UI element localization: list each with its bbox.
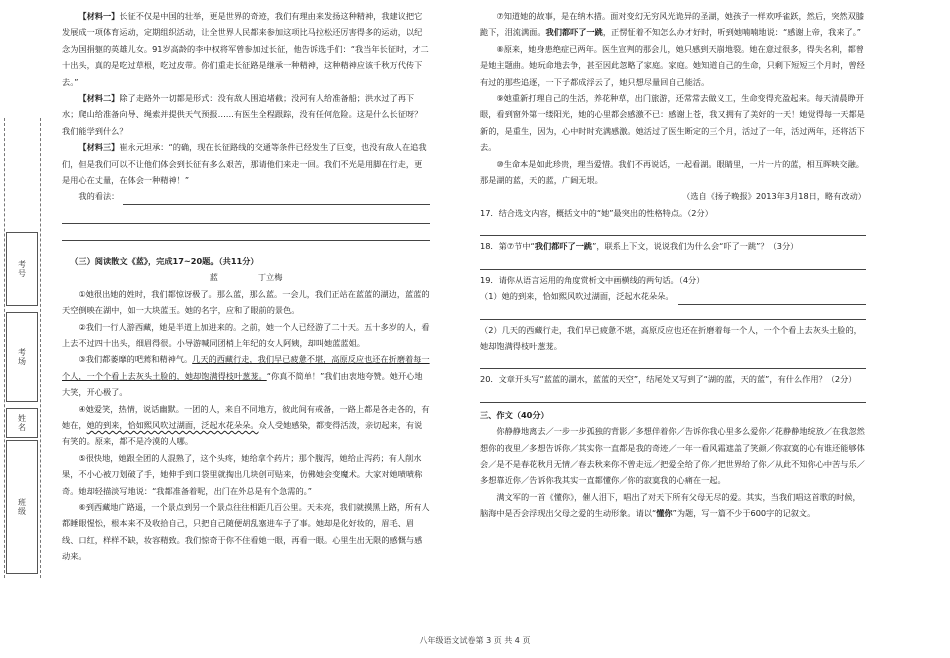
section-3-heading: （三）阅读散文《蓝》，完成17~20题。（共11分） bbox=[70, 255, 259, 266]
left-column bbox=[62, 8, 430, 565]
material-1-text: 长征不仅是中国的壮举，更是世界的奇迹，我们有理由来发扬这种精神，我建议把它发展成一项体育运动，定期组织活动，让全世界人民都来参加这项比马拉松还厉害得多的运动，以纪念为国捐躯的英雄儿女。91岁高龄的李中权将军曾参加过长征，他告诉选手们：“我当年长征时，才二十出头，真的是吃过草根，吃过皮带。你们重走长征路是继承一种精神，这种精神应该千秋万代传下去。” bbox=[62, 11, 429, 87]
essay-paragraph-2: ②我们一行人游西藏，她是半道上加进来的。之前，她一个人已经游了二十天。五十多岁的人，看上去不过四十出头，细眉得很。小导游喊同团梢上年纪的女人阿姨，却叫她蓝蓝姐。 bbox=[62, 321, 430, 348]
essay-paragraph-9: ⑨她重新打理自己的生活，养花种草，出门旅游，还常常去做义工，生命变得充盈起来。每天清晨睁开眼，看到窗外第一缕阳光，她的心里都会感激不已：感谢上苍，我又拥有了美好的一天！她觉得每一天都是新的，是重生，因为，心中时时充满感激。她活过了医生断定的三个月，活过了一年，活过两年，还将活下去。 bbox=[480, 93, 865, 153]
composition-lyrics: 你静静地离去／一步一步孤独的背影／多想伴着你／告诉你我心里多么爱你／花静静地绽放／在我忽然想你的夜里／多想告诉你／其实你一直都是我的奇迹／一年一看风霜遮盖了笑颜／你寂寞的心有谁还能够体会／是不是春花秋月无情／春去秋来你不曾走远／把爱全给了你／把世界给了你／从此不知你心中苦与乐／多想靠近你／告诉你我其实一直都懂你／你的寂寞我的心痛在一起。 bbox=[480, 426, 865, 486]
essay-paragraph-1: ①她很出她的姓时，我们都惊讶极了。那么蓝，那么蓝。一会儿，我们正站在蓝蓝的湖边，蓝蓝的天空倒映在湖中，如一大块蓝玉。她的名字，应和了眼前的景色。 bbox=[62, 288, 430, 316]
question-19-2: （2）几天的西藏行走，我们早已疲惫不堪，高原反应也还在折磨着每一个人，一个个看上去灰头土脸的，她却饱满得枝叶葱茏。 bbox=[480, 324, 862, 351]
material-1 bbox=[62, 8, 430, 90]
underlined-sentence-2: 几天的西藏行走，我们早已疲惫不堪，高原反应也还在折磨着每一个人，一个个看上去灰头土脸的，她却饱满得枝叶葱茏。 bbox=[62, 354, 430, 381]
essay-paragraph-10: ⑩生命本是如此珍贵，理当爱惜。我们不再说话，一起看湖。眼睛里，一片一片的蓝，相互晖映交融。那是湖的蓝，天的蓝，广阔无垠。 bbox=[480, 158, 864, 186]
answer-line[interactable] bbox=[123, 192, 430, 205]
text: ⑦知道她的故事，是在纳木措。面对变幻无穷风光诡异的圣湖，她孩子一样欢呼雀跃，然后，突然双膝跪下，泪流满面。 bbox=[480, 11, 864, 38]
opinion-row bbox=[62, 188, 430, 204]
page-footer: 八年级语文试卷第 3 页 共 4 页 bbox=[419, 636, 531, 645]
question-19-1 bbox=[480, 288, 866, 304]
question-19: 19．请你从语言运用的角度赏析文中画横线的两句话。（4分） bbox=[480, 274, 705, 285]
exam-room-label: 考场 bbox=[17, 348, 27, 366]
essay-source: （选自《扬子晚报》2013年3月18日，略有改动） bbox=[682, 191, 866, 202]
essay-title-line bbox=[62, 269, 430, 285]
answer-line[interactable] bbox=[678, 292, 866, 305]
text: ”，联系上下文，说说我们为什么会“吓了一跳”？（3分） bbox=[592, 241, 799, 252]
key-phrase: 我们都吓了一跳 bbox=[534, 241, 593, 252]
answer-line[interactable] bbox=[480, 388, 866, 403]
question-17: 17．结合选文内容，概括文中的“她”最突出的性格特点。（2分） bbox=[480, 207, 713, 218]
text: ，正愣怔着不知怎么办才好时，听到她喃喃地说：“感谢上帝，我来了。” bbox=[602, 27, 862, 38]
material-1-tag: 【材料一】 bbox=[78, 11, 120, 21]
answer-line[interactable] bbox=[62, 226, 430, 241]
class-box bbox=[6, 440, 38, 574]
key-phrase: 我们都吓了一跳 bbox=[545, 27, 603, 38]
name-label: 姓名 bbox=[17, 414, 27, 432]
answer-line[interactable] bbox=[480, 221, 866, 236]
name-box bbox=[6, 408, 38, 438]
text: 18．第⑦节中“ bbox=[480, 241, 535, 252]
question-18 bbox=[480, 238, 866, 254]
essay-paragraph-4 bbox=[62, 401, 430, 450]
question-19-1-text: （1）她的到来，恰如熙风吹过湖面，泛起水花朵朵。 bbox=[480, 291, 674, 302]
answer-line[interactable] bbox=[480, 354, 866, 369]
question-20: 20．文章开头写“蓝蓝的湖水，蓝蓝的天空”，结尾处又写到了“湖的蓝，天的蓝”，有什么作用？（2分） bbox=[480, 374, 857, 385]
cut-line bbox=[40, 118, 41, 578]
essay-title: 蓝 bbox=[209, 272, 218, 283]
essay-paragraph-7 bbox=[480, 8, 866, 41]
composition-topic: 懂你 bbox=[656, 508, 673, 519]
material-3 bbox=[62, 139, 430, 188]
text: “你真不简单！”我们由衷地夸赞。她开心地大笑，开心极了。 bbox=[62, 370, 423, 398]
underlined-sentence-1: 她的到来，恰如熙风吹过湖面，泛起水花朵朵。 bbox=[86, 419, 259, 430]
text: ④她爱笑，热情，说话幽默。一团的人，来自不同地方，彼此间有戒备，一路上都是各走各的，有她在， bbox=[62, 403, 430, 430]
essay-author: 丁立梅 bbox=[257, 272, 283, 283]
essay-paragraph-6: ⑥到西藏地广路遥，一个景点到另一个景点往往相距几百公里。天未亮，我们就摸黑上路，所有人都睡眼惺忪，根本来不及收拾自己，只把自己随便胡乱塞进车子了事。她却是化好妆的，眉毛、眉线、口红，样样不缺，妆容精致。我们惊奇于你不住看她一眼，再看一眼。心里生出无限的感慨与感动来。 bbox=[62, 501, 430, 562]
essay-paragraph-8: ⑧原来，她身患绝症已两年。医生宣判的那会儿，她只感到天崩地裂。她在意过很多，得失名利，都曾是她主题曲。她玩命地去争，甚至因此忽略了家庭。家庭。她知道自己的生命，只剩下短短三个月时，曾经有过的那些追逐，一下子都成浮云了，她只想尽量回自己能活。 bbox=[480, 43, 865, 87]
exam-room-box bbox=[6, 312, 38, 402]
text: ”为题，写一篇不少于600字的记叙文。 bbox=[672, 508, 816, 519]
binding-margin bbox=[0, 0, 44, 658]
section-composition-heading: 三、作文（40分） bbox=[480, 409, 549, 420]
essay-paragraph-5: ⑤很快地，她跟全团的人混熟了，这个头疼，她给拿个药片；那个腹泻，她给止泻药；有人削水果，不小心被刀划破了手，她伸手到口袋里就掏出几块创可贴来，仿佛她会变魔术。大家对她啧啧称奇。她却轻描淡写地说：“我都准备着呢，出门在外总是有个急需的。” bbox=[62, 452, 423, 496]
material-3-text: 崔永元坦承：“的确，现在长征路线的交通等条件已经发生了巨变，也没有敌人在追我们，但是我们可以不让他们体会到长征有多么艰苦，那请他们来走一回。我们不光是用脚在行走，更是用心在丈量，在体会一种精神！” bbox=[62, 142, 427, 186]
exam-number-label: 考号 bbox=[17, 260, 27, 278]
text: 满文军的一首《懂你》，催人泪下，唱出了对天下所有父母无尽的爱。其实，当我们唱这首歌的时候，脑海中是否会浮现出父母之爱的生动形象。请以“ bbox=[480, 491, 861, 519]
material-3-tag: 【材料三】 bbox=[78, 142, 120, 153]
answer-line[interactable] bbox=[480, 255, 866, 270]
material-2 bbox=[62, 90, 430, 139]
material-2-text: 除了走路外一切都是形式：没有敌人围追堵截；没河有人给准备船；洪水过了再下水；爬山给准备向导、绳索并提供天气预报……有医生全程跟踪，没有任何危险。这是什么长征呀？我们能学到什么？ bbox=[62, 93, 423, 136]
opinion-label: 我的看法： bbox=[78, 191, 120, 202]
right-column bbox=[480, 8, 866, 522]
exam-number-box bbox=[6, 232, 38, 306]
class-label: 班级 bbox=[17, 498, 27, 516]
composition-prompt bbox=[480, 489, 866, 522]
material-2-tag: 【材料二】 bbox=[78, 93, 120, 104]
essay-paragraph-3 bbox=[62, 351, 430, 400]
cut-line bbox=[4, 118, 5, 578]
text: 众人受她感染，都变得活泼，亲切起来，有说有笑的。原来，都不是冷漠的人哪。 bbox=[62, 419, 423, 447]
text: ③我们都萎靡的吧蔫和精神气。 bbox=[78, 354, 193, 365]
answer-line[interactable] bbox=[480, 305, 866, 320]
answer-line[interactable] bbox=[62, 209, 430, 224]
